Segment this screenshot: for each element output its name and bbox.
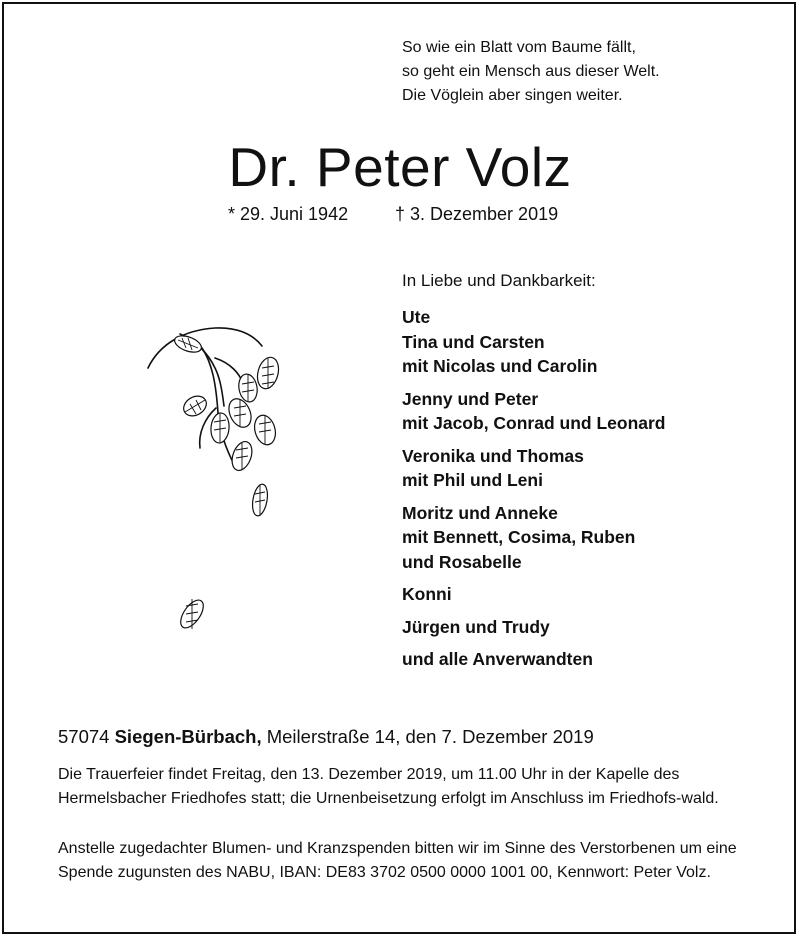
city: Siegen-Bürbach, [114,726,262,747]
funeral-notice: Die Trauerfeier findet Freitag, den 13. Dezember 2019, um 11.00 Uhr in der Kapelle des Hermelsbacher Friedhofes statt; die Urnenbeisetzung erfolgt im Anschluss im Friedhofs-wald. [58,766,719,807]
postal-code: 57074 [58,726,110,747]
falling-leaves-illustration [140,318,300,648]
mourner-line: und Rosabelle [402,551,522,572]
mourner-group [402,305,666,379]
mourner-group [402,582,666,607]
mourner-line: und alle Anverwandten [402,649,593,669]
mourner-group [402,387,666,436]
mourner-line: mit Phil und Leni [402,470,543,490]
mourner-line: Jenny und Peter [402,388,539,409]
mourner-line: Konni [402,584,452,604]
place-and-date [58,725,594,749]
donation-notice: Anstelle zugedachter Blumen- und Kranzspenden bitten wir im Sinne des Verstorbenen um eine Spende zugunsten des NABU, IBAN: DE83 3702 0500 0000 1001 00, Kennwort: Peter Volz. [58,840,737,881]
mourners-list [402,305,666,680]
mourner-line: mit Jacob, Conrad und Leonard [402,413,666,433]
poem [402,36,660,108]
dedication-intro: In Liebe und Dankbarkeit: [402,271,596,290]
mourner-group [402,444,666,493]
mourner-group [402,615,666,640]
mourner-line: Jürgen und Trudy [402,616,550,637]
mourner-line: Tina und Carsten [402,331,545,352]
poem-line: so geht ein Mensch aus dieser Welt. [402,63,660,80]
poem-line: So wie ein Blatt vom Baume fällt, [402,39,636,56]
birth-date: * 29. Juni 1942 [228,204,349,224]
mourner-line: Moritz und Anneke [402,502,558,523]
mourner-group [402,501,666,575]
mourner-group [402,647,666,672]
deceased-name: Dr. Peter Volz [228,136,572,198]
address-date: Meilerstraße 14, den 7. Dezember 2019 [266,726,594,747]
mourner-line: Veronika und Thomas [402,445,584,466]
death-date: † 3. Dezember 2019 [395,204,559,224]
poem-line: Die Vöglein aber singen weiter. [402,87,623,104]
mourner-line: Ute [402,307,431,327]
mourner-line: mit Bennett, Cosima, Ruben [402,527,636,547]
mourner-line: mit Nicolas und Carolin [402,356,598,376]
